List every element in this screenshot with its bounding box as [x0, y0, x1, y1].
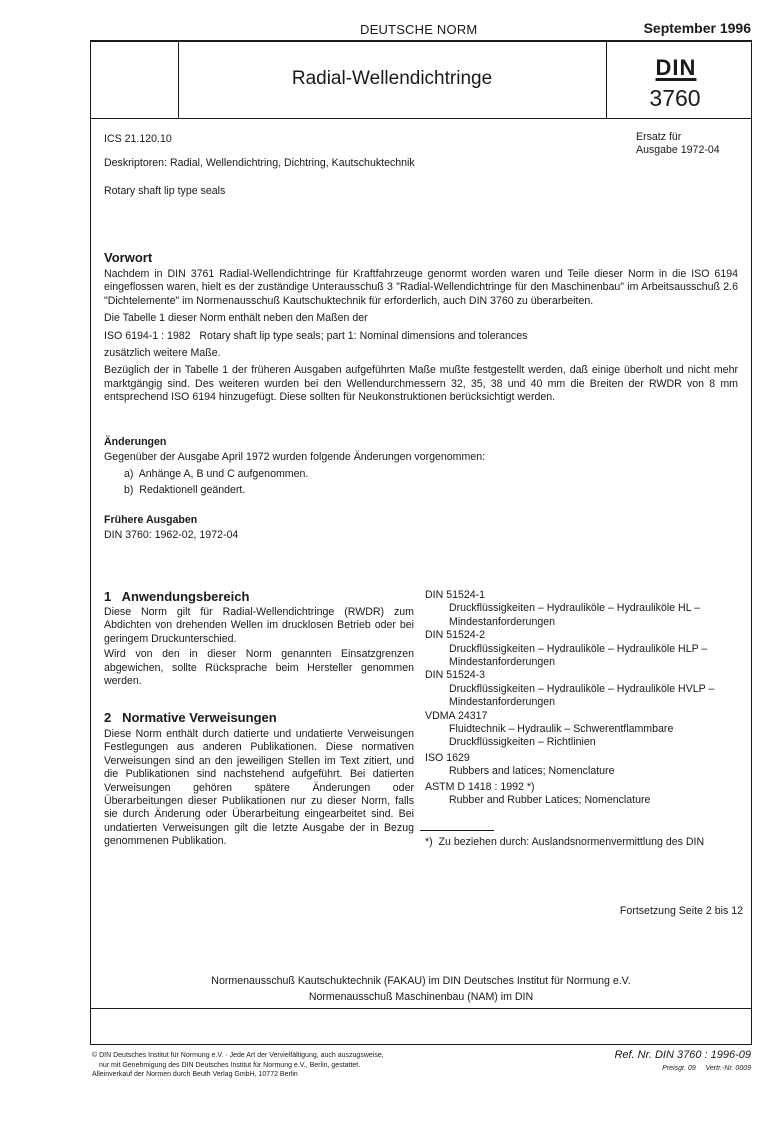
reference-description: Rubbers and latices; Nomenclature — [449, 765, 615, 778]
reference-description: Druckflüssigkeiten – Hydrauliköle – Hydrauliköle HLP – Mindestanforderungen — [449, 642, 708, 669]
foreword-paragraph-2: Die Tabelle 1 dieser Norm enthält neben den Maßen der — [104, 312, 368, 325]
foreword-paragraph-4: zusätzlich weitere Maße. — [104, 347, 221, 360]
reference-code: DIN 51524-1 — [425, 589, 486, 601]
reference-item — [425, 669, 745, 709]
changes-section — [104, 436, 738, 498]
frame-divider-1 — [178, 40, 179, 118]
scope-heading: 1 Anwendungsbereich — [104, 589, 250, 604]
replacement-note — [636, 131, 720, 158]
frame-right — [751, 40, 752, 1045]
scope-paragraph-2: Wird von den in dieser Norm genannten Einsatzgrenzen abgewichen, sollte Rücksprache beim Hersteller genommen werden. — [104, 648, 414, 688]
frame-left — [90, 40, 91, 1045]
continuation-note: Fortsetzung Seite 2 bis 12 — [619, 905, 743, 917]
reference-item — [425, 589, 745, 629]
reference-code: VDMA 24317 — [425, 709, 488, 722]
issue-date: September 1996 — [643, 20, 751, 36]
reference-item — [425, 710, 745, 750]
reference-description: Rubber and Rubber Latices; Nomenclature — [449, 794, 651, 807]
section-scope — [104, 589, 414, 688]
copyright-line-3: Alleinverkauf der Normen durch Beuth Verlag GmbH, 10772 Berlin — [92, 1071, 298, 1078]
previous-editions-heading: Frühere Ausgaben — [104, 514, 198, 526]
reference-number: Ref. Nr. DIN 3760 : 1996-09 — [614, 1049, 751, 1061]
reference-code: ISO 1629 — [425, 751, 470, 764]
foreword-heading: Vorwort — [104, 250, 153, 265]
normative-references-heading: 2 Normative Verweisungen — [104, 710, 277, 725]
replacement-line-1: Ersatz für — [636, 131, 682, 143]
replacement-line-2: Ausgabe 1972-04 — [636, 144, 720, 157]
ics-code: ICS 21.120.10 — [104, 133, 172, 145]
standard-number: 3760 — [649, 85, 701, 111]
price-group: Preisgr. 09 Vertr.-Nr. 0009 — [662, 1065, 751, 1072]
frame-divider-2 — [606, 40, 607, 118]
reference-description: Druckflüssigkeiten – Hydrauliköle – Hydrauliköle HVLP – Mindestanforderungen — [449, 682, 715, 709]
reference-code: DIN 51524-2 — [425, 629, 486, 642]
changes-item-a: a) Anhänge A, B und C aufgenommen. — [124, 467, 309, 480]
norm-label: DEUTSCHE NORM — [360, 22, 478, 37]
reference-item — [425, 752, 745, 779]
english-title: Rotary shaft lip type seals — [104, 185, 226, 197]
foreword-paragraph-5: Bezüglich der in Tabelle 1 der früheren Ausgaben aufgeführten Maße mußte festgestellt werden, daß einige überholt und nicht mehr marktgängig sind. Des weiteren wurden bei den Wellendurchmessern 32, 35, 38 und 40 mm die Breiten der RWDR von 8 mm entsprechend ISO 6194 hinzugefügt. Diese sollten für Neukonstruktionen berücksichtigt werden. — [104, 364, 738, 404]
reference-code: ASTM D 1418 : 1992 *) — [425, 780, 535, 793]
footnote: *) Zu beziehen durch: Auslandsnormenvermittlung des DIN — [425, 836, 705, 848]
din-logo: DIN — [655, 55, 697, 80]
section-normative-references — [104, 710, 414, 849]
reference-code: DIN 51524-3 — [425, 669, 486, 682]
reference-description: Fluidtechnik – Hydraulik – Schwerentflammbare Druckflüssigkeiten – Richtlinien — [449, 723, 674, 749]
committee-line-1: Normenausschuß Kautschuktechnik (FAKAU) im DIN Deutsches Institut für Normung e.V. — [211, 975, 631, 987]
reference-item — [425, 629, 745, 669]
changes-intro: Gegenüber der Ausgabe April 1972 wurden folgende Änderungen vorgenommen: — [104, 451, 486, 464]
copyright-line-2: nur mit Genehmigung des DIN Deutsches Institut für Normung e.V., Berlin, gestattet. — [99, 1061, 361, 1069]
normative-references-paragraph: Diese Norm enthält durch datierte und undatierte Verweisungen Festlegungen aus anderen Publikationen. Diese normativen Verweisungen sind an den jeweiligen Stellen im Text zitiert, und die Publikationen sind nachstehend aufgeführt. Bei datierten Verweisungen gehören spätere Änderungen oder Überarbeitungen dieser Publikationen nur zu dieser Norm, falls sie durch Änderung oder Überarbeitung eingearbeitet sind. Bei undatierten Verweisungen gilt die letzte Ausgabe der in Bezug genommenen Publikation. — [104, 728, 414, 848]
scope-paragraph-1: Diese Norm gilt für Radial-Wellendichtringe (RWDR) zum Abdichten von drehenden Wellen im drucklosen Betrieb oder bei geringem Druckunterschied. — [104, 606, 414, 645]
frame-bottom-inner — [90, 1008, 752, 1009]
footnote-rule — [420, 830, 494, 831]
copyright-notice — [92, 1051, 384, 1080]
previous-editions-text: DIN 3760: 1962-02, 1972-04 — [104, 529, 239, 542]
descriptors: Deskriptoren: Radial, Wellendichtring, Dichtring, Kautschuktechnik — [104, 157, 415, 169]
reference-description: Druckflüssigkeiten – Hydrauliköle – Hydrauliköle HL – Mindestanforderungen — [449, 602, 701, 628]
frame-top — [90, 40, 752, 42]
copyright-line-1: © DIN Deutsches Institut für Normung e.V. · Jede Art der Vervielfältigung, auch auszugsweise, — [92, 1052, 384, 1059]
frame-header-bottom — [90, 118, 752, 119]
reference-item — [425, 781, 745, 808]
frame-bottom — [90, 1044, 752, 1045]
foreword-paragraph-1: Nachdem in DIN 3761 Radial-Wellendichtringe für Kraftfahrzeuge genormt worden waren und Teile dieser Norm in die ISO 6194 eingeflossen waren, hielt es der zuständige Unterausschuß 3 "Radial-Wellendichtringe für den Maschinenbau" im Arbeitsausschuß 2.6 "Dichtelemente" im Normenausschuß Kautschuktechnik für erforderlich, auch DIN 3760 zu überarbeiten. — [104, 268, 738, 307]
reference-list — [425, 589, 745, 808]
changes-heading: Änderungen — [104, 436, 167, 448]
foreword-paragraph-3: ISO 6194-1 : 1982 Rotary shaft lip type seals; part 1: Nominal dimensions and tolerances — [104, 329, 528, 342]
committee-line-2: Normenausschuß Maschinenbau (NAM) im DIN — [308, 991, 534, 1003]
changes-item-b: b) Redaktionell geändert. — [124, 484, 246, 497]
foreword-section — [104, 250, 738, 405]
previous-editions-section — [104, 514, 738, 543]
document-title: Radial-Wellendichtringe — [291, 68, 493, 89]
